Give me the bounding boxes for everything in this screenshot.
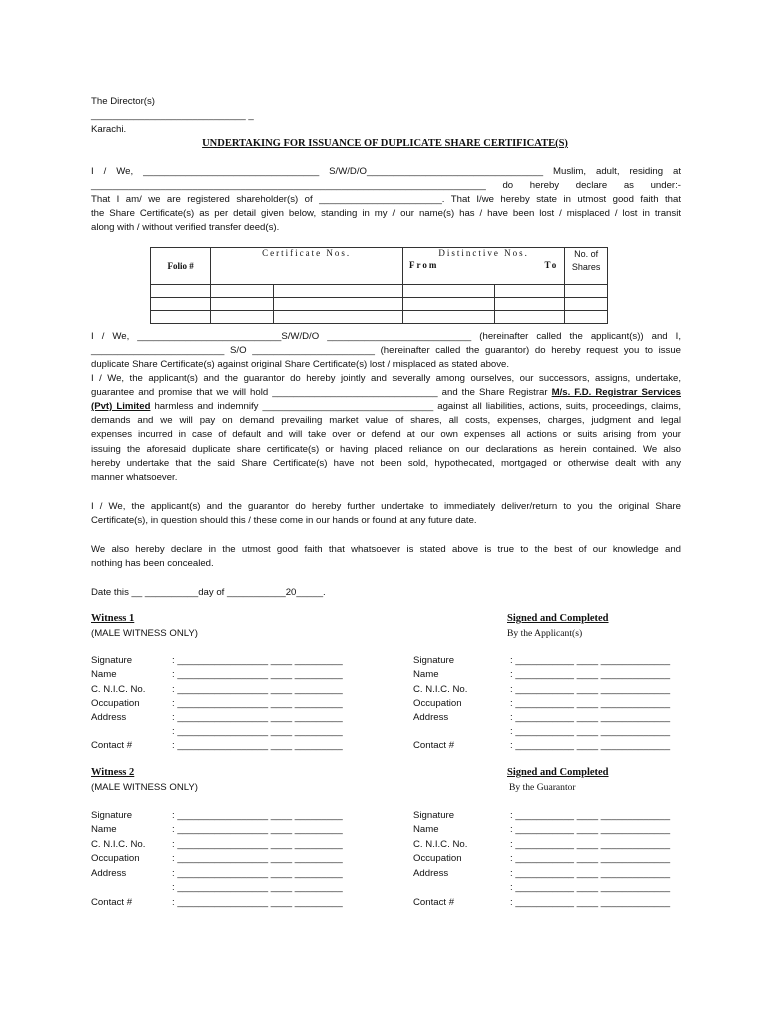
g-name-label: Name xyxy=(413,824,439,835)
a-signature-label: Signature xyxy=(413,655,455,666)
signed-applicant-title: Signed and Completed xyxy=(507,613,609,624)
registrar-name: M/s. F.D. Registrar Services xyxy=(551,387,681,398)
w2-contact-label: Contact # xyxy=(91,897,133,908)
w1-name-label: Name xyxy=(91,669,117,680)
w1-address-field-2[interactable]: : _________________ ____ _________ xyxy=(172,726,343,737)
intro-line-5: along with / without verified transfer deed(s). xyxy=(91,222,280,233)
w1-occupation-label: Occupation xyxy=(91,698,140,709)
w1-cnic-field[interactable]: : _________________ ____ _________ xyxy=(172,684,343,695)
undertaking-line-11: manner whatsoever. xyxy=(91,472,178,483)
w2-occupation-label: Occupation xyxy=(91,853,140,864)
g-address-label: Address xyxy=(413,868,449,879)
w1-contact-field[interactable]: : _________________ ____ _________ xyxy=(172,740,343,751)
w1-name-field[interactable]: : _________________ ____ _________ xyxy=(172,669,343,680)
a-address-field[interactable]: : ___________ ____ _____________ xyxy=(510,712,671,723)
a-cnic-field[interactable]: : ___________ ____ _____________ xyxy=(510,684,671,695)
document-title: UNDERTAKING FOR ISSUANCE OF DUPLICATE SHARE CERTIFICATE(S) xyxy=(202,138,568,149)
w2-signature-label: Signature xyxy=(91,810,133,821)
intro-line-2: __________________________________________________________________________ do hereby declare as under:- xyxy=(91,180,681,191)
w2-address-field-2[interactable]: : _________________ ____ _________ xyxy=(172,882,343,893)
intro-line-3: That I am/ we are registered shareholder(s) of _______________________. That I/we hereby state in utmost good faith that xyxy=(91,194,681,205)
undertaking-line-9: issuing the aforesaid duplicate share certificate(s) or having placed reliance on our declarations as herein contained. We also xyxy=(91,444,681,455)
witness-1-title: Witness 1 xyxy=(91,613,135,624)
no-of-shares-header: No. of Shares xyxy=(565,248,608,285)
a-address-field-2[interactable]: : ___________ ____ _____________ xyxy=(510,726,671,737)
a-name-label: Name xyxy=(413,669,439,680)
deliver-line-1: I / We, the applicant(s) and the guarantor do hereby further undertake to immediately deliver/return to you the original Share xyxy=(91,501,681,512)
a-occupation-field[interactable]: : ___________ ____ _____________ xyxy=(510,698,671,709)
g-address-field-2[interactable]: : ___________ ____ _____________ xyxy=(510,882,671,893)
undertaking-line-6: (Pvt) Limited harmless and indemnify ________________________________ against all liabilities, actions, suits, proceedings, claims, xyxy=(91,401,681,412)
a-contact-label: Contact # xyxy=(413,740,455,751)
signed-guarantor-by: By the Guarantor xyxy=(509,782,576,793)
w1-signature-field[interactable]: : _________________ ____ _________ xyxy=(172,655,343,666)
g-signature-label: Signature xyxy=(413,810,455,821)
witness-2-note: (MALE WITNESS ONLY) xyxy=(91,782,198,793)
table-row xyxy=(151,285,608,298)
table-row xyxy=(151,311,608,324)
a-name-field[interactable]: : ___________ ____ _____________ xyxy=(510,669,671,680)
undertaking-line-4: I / We, the applicant(s) and the guarantor do hereby jointly and severally among ourselves, our successors, assigns, undertake, xyxy=(91,373,681,384)
undertaking-line-2: _________________________ S/O _______________________ (hereinafter called the guarantor) do hereby request you to issue xyxy=(91,345,681,356)
a-cnic-label: C. N.I.C. No. xyxy=(413,684,468,695)
g-contact-field[interactable]: : ___________ ____ _____________ xyxy=(510,897,671,908)
witness-1-note: (MALE WITNESS ONLY) xyxy=(91,628,198,639)
g-cnic-label: C. N.I.C. No. xyxy=(413,839,468,850)
g-contact-label: Contact # xyxy=(413,897,455,908)
g-cnic-field[interactable]: : ___________ ____ _____________ xyxy=(510,839,671,850)
w2-cnic-label: C. N.I.C. No. xyxy=(91,839,146,850)
w2-contact-field[interactable]: : _________________ ____ _________ xyxy=(172,897,343,908)
witness-2-title: Witness 2 xyxy=(91,767,135,778)
w2-occupation-field[interactable]: : _________________ ____ _________ xyxy=(172,853,343,864)
undertaking-line-10: hereby undertake that the said Share Certificate(s) have not been sold, hypothecated, mortgaged or otherwise dealt with any xyxy=(91,458,681,469)
address-city: Karachi. xyxy=(91,124,127,135)
deliver-line-2: Certificate(s), in question should this / these come in our hands or found at any future date. xyxy=(91,515,477,526)
certificate-nos-header: Certificate Nos. xyxy=(211,248,403,285)
w1-signature-label: Signature xyxy=(91,655,133,666)
a-occupation-label: Occupation xyxy=(413,698,462,709)
w2-address-field[interactable]: : _________________ ____ _________ xyxy=(172,868,343,879)
undertaking-line-3: duplicate Share Certificate(s) against original Share Certificate(s) lost / misplaced as stated above. xyxy=(91,359,510,370)
g-occupation-label: Occupation xyxy=(413,853,462,864)
declare-line-1: We also hereby declare in the utmost good faith that whatsoever is stated above is true to the best of our knowledge and xyxy=(91,544,681,555)
a-contact-field[interactable]: : ___________ ____ _____________ xyxy=(510,740,671,751)
g-name-field[interactable]: : ___________ ____ _____________ xyxy=(510,824,671,835)
intro-line-4: the Share Certificate(s) as per detail given below, standing in my / our name(s) has / have been lost / misplaced / lost in transit xyxy=(91,208,681,219)
w2-name-label: Name xyxy=(91,824,117,835)
g-address-field[interactable]: : ___________ ____ _____________ xyxy=(510,868,671,879)
w2-signature-field[interactable]: : _________________ ____ _________ xyxy=(172,810,343,821)
to-header: To xyxy=(544,260,559,270)
w2-cnic-field[interactable]: : _________________ ____ _________ xyxy=(172,839,343,850)
a-address-label: Address xyxy=(413,712,449,723)
folio-header: Folio # xyxy=(151,248,211,285)
w1-contact-label: Contact # xyxy=(91,740,133,751)
registrar-name-2: (Pvt) Limited xyxy=(91,401,151,412)
a-signature-field[interactable]: : ___________ ____ _____________ xyxy=(510,655,671,666)
w1-address-label: Address xyxy=(91,712,127,723)
g-signature-field[interactable]: : ___________ ____ _____________ xyxy=(510,810,671,821)
g-occupation-field[interactable]: : ___________ ____ _____________ xyxy=(510,853,671,864)
w2-address-label: Address xyxy=(91,868,127,879)
declare-line-2: nothing has been concealed. xyxy=(91,558,214,569)
undertaking-line-1: I / We, ___________________________S/W/D/O ___________________________ (hereinafter called the applicant(s)) and I, xyxy=(91,331,681,342)
addressee-blank: _____________________________ _ xyxy=(91,110,254,121)
signed-guarantor-title: Signed and Completed xyxy=(507,767,609,778)
certificate-table xyxy=(150,247,608,324)
addressee: The Director(s) xyxy=(91,96,155,107)
distinctive-nos-header: Distinctive Nos. From To xyxy=(402,248,564,285)
date-line: Date this __ __________day of ___________20_____. xyxy=(91,587,326,598)
w1-address-field[interactable]: : _________________ ____ _________ xyxy=(172,712,343,723)
undertaking-line-8: expenses incurred in case of default and will take over or defend at our own expenses all actions or suits arising from your xyxy=(91,429,681,440)
w1-cnic-label: C. N.I.C. No. xyxy=(91,684,146,695)
table-row xyxy=(151,298,608,311)
from-header: From xyxy=(408,260,439,270)
intro-line-1: I / We, _________________________________ S/W/D/O_________________________________ Muslim, adult, residing at xyxy=(91,166,681,177)
w1-occupation-field[interactable]: : _________________ ____ _________ xyxy=(172,698,343,709)
undertaking-line-7: demands and we will pay on demand prevailing market value of shares, all costs, expenses, charges, judgment and legal xyxy=(91,415,681,426)
undertaking-line-5: guarantee and promise that we will hold _______________________________ and the Share Registrar M/s. F.D. Registrar Services xyxy=(91,387,681,398)
w2-name-field[interactable]: : _________________ ____ _________ xyxy=(172,824,343,835)
signed-applicant-by: By the Applicant(s) xyxy=(507,628,583,639)
